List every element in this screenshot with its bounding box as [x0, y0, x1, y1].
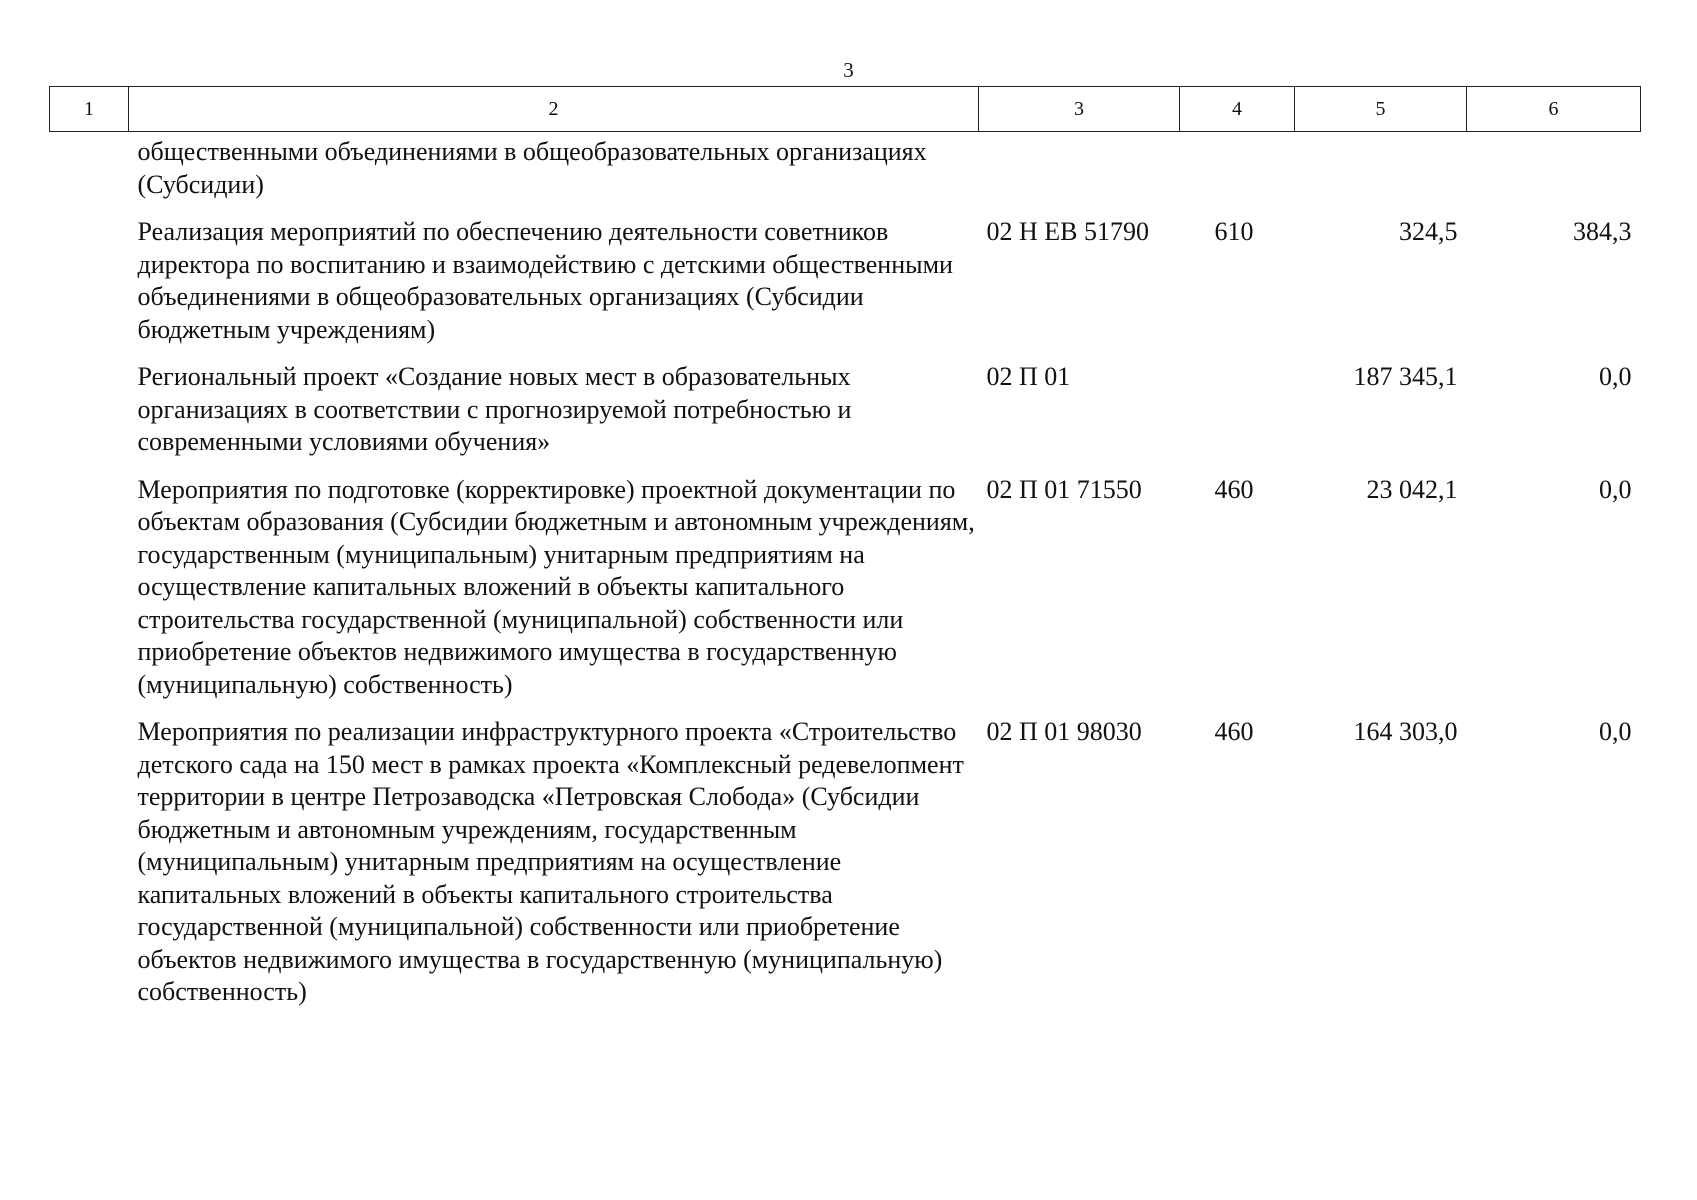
row-vr: 460 [1214, 717, 1254, 746]
row-code [979, 132, 1180, 202]
row-vr [1180, 346, 1295, 459]
row-sum-1: 164 303,0 [1353, 717, 1458, 746]
row-name: Мероприятия по подготовке (корректировке) проектной документации по объектам образования (Субсидии бюджетным и автономным учреждениям, государственным (муниципальным) унитарным предприятиям на осуществление капитальных вложений в объекты капитального строительства государственной (муниципальной) собственности или приобретение объектов недвижимого имущества в государственную (муниципальную) собственность) [137, 474, 975, 699]
row-sum-2: 0,0 [1599, 362, 1632, 391]
row-sum-2: 0,0 [1599, 717, 1632, 746]
table-row [50, 346, 1641, 459]
header-col-4: 4 [1180, 87, 1295, 132]
row-name-cell [50, 701, 979, 1009]
row-name-cell [50, 132, 979, 202]
table-body [50, 132, 1641, 1009]
table-row [50, 701, 1641, 1009]
header-col-1: 1 [50, 87, 129, 132]
header-col-3: 3 [979, 87, 1180, 132]
header-col-5: 5 [1295, 87, 1467, 132]
row-code: 02 П 01 71550 [986, 474, 1142, 504]
row-sum-1 [1295, 132, 1467, 202]
row-vr: 610 [1214, 217, 1254, 246]
header-col-2: 2 [129, 87, 979, 132]
row-name-cell [50, 459, 979, 702]
table-header [50, 87, 1641, 132]
row-code: 02 П 01 [986, 362, 1071, 391]
table-row [50, 132, 1641, 202]
page-number: 3 [843, 58, 854, 82]
header-col-6: 6 [1467, 87, 1641, 132]
table-row [50, 201, 1641, 346]
row-name: Мероприятия по реализации инфраструктурного проекта «Строительство детского сада на 150 мест в рамках проекта «Комплексный редевелопмент территории в центре Петрозаводска «Петровская Слобода» (Субсидии бюджетным и автономным учреждениям, государственным (муниципальным) унитарным предприятиям на осуществление капитальных вложений в объекты капитального строительства государственной (муниципальной) собственности или приобретение объектов недвижимого имущества в государственную (муниципальную) собственность) [137, 717, 964, 1006]
table-row [50, 459, 1641, 702]
row-name: Региональный проект «Создание новых мест в образовательных организациях в соответствии с прогнозируемой потребностью и современными условиями обучения» [137, 362, 852, 456]
budget-table [49, 86, 1641, 1009]
row-vr [1180, 132, 1295, 202]
row-name-cell [50, 201, 979, 346]
row-sum-1: 324,5 [1399, 217, 1458, 246]
row-name-cell [50, 346, 979, 459]
row-name: общественными объединениями в общеобразовательных организациях (Субсидии) [137, 137, 927, 199]
row-vr: 460 [1214, 474, 1254, 504]
row-sum-1: 187 345,1 [1353, 362, 1458, 391]
row-code: 02 Н ЕВ 51790 [986, 217, 1149, 246]
row-sum-2: 384,3 [1573, 217, 1632, 246]
row-code: 02 П 01 98030 [986, 717, 1142, 746]
row-name: Реализация мероприятий по обеспечению деятельности советников директора по воспитанию и взаимодействию с детскими общественными объединениями в общеобразовательных организациях (Субсидии бюджетным учреждениям) [137, 217, 953, 344]
header-row [50, 87, 1641, 132]
row-sum-1: 23 042,1 [1366, 474, 1458, 504]
row-sum-2: 0,0 [1599, 474, 1632, 504]
row-sum-2 [1467, 132, 1641, 202]
